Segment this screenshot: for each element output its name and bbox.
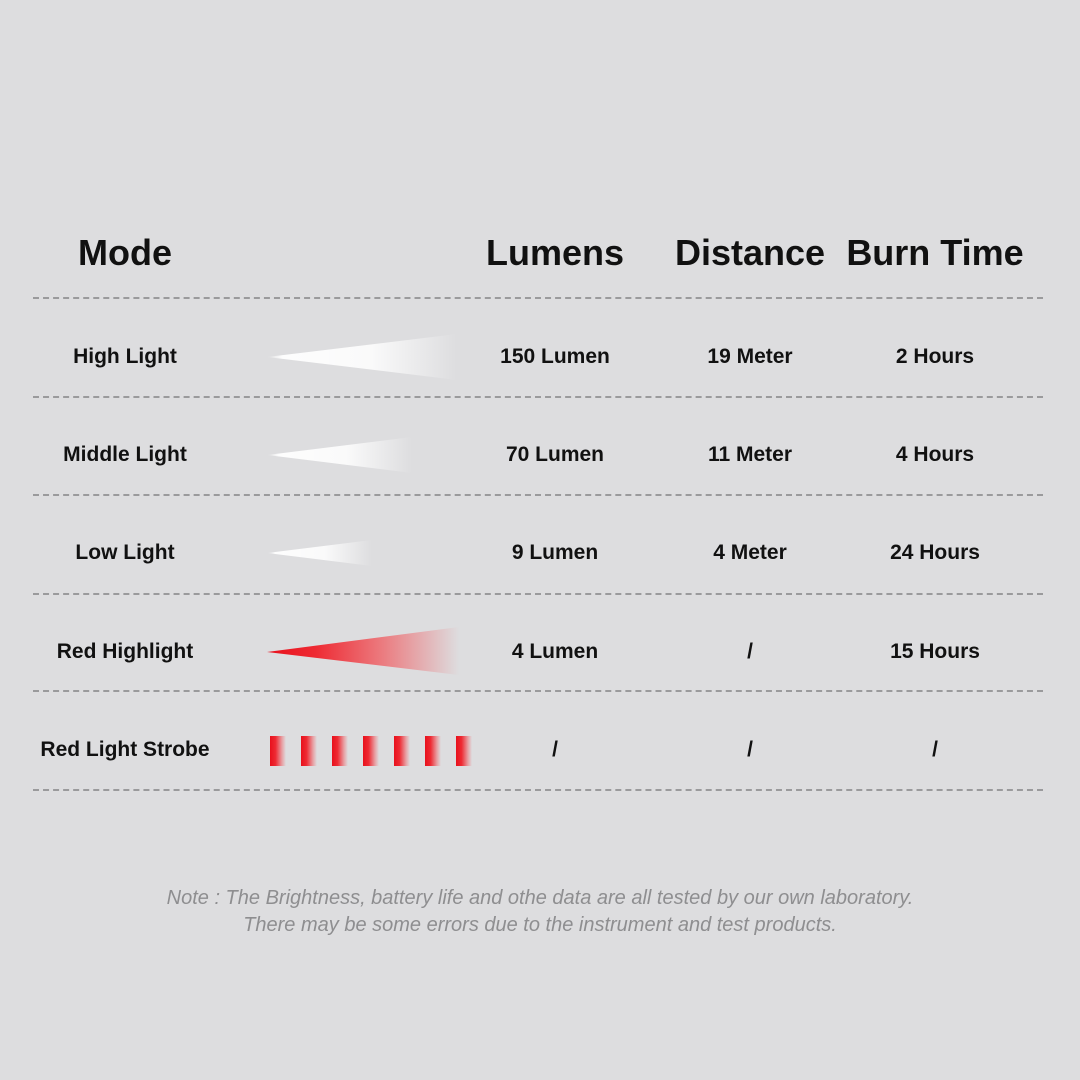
footnote-line-2: There may be some errors due to the instrument and test products. <box>243 914 837 936</box>
row-divider <box>33 593 1043 595</box>
lumens-value: 4 Lumen <box>511 640 599 663</box>
distance-value: / <box>747 640 753 663</box>
lumens-value: 70 Lumen <box>505 443 605 466</box>
mode-label: Middle Light <box>63 443 187 466</box>
mode-label: High Light <box>73 345 177 368</box>
burn-time-value: 4 Hours <box>895 443 975 466</box>
strobe-bar <box>363 736 379 766</box>
distance-value: 19 Meter <box>707 345 793 368</box>
table-row <box>0 730 1080 770</box>
strobe-bar <box>270 736 286 766</box>
burn-time-value: 2 Hours <box>895 345 975 368</box>
row-divider <box>33 297 1043 299</box>
strobe-bar <box>332 736 348 766</box>
header-lumens: Lumens <box>485 232 625 273</box>
table-row <box>0 533 1080 573</box>
header-burn-time: Burn Time <box>846 232 1024 273</box>
mode-label: Low Light <box>75 541 175 564</box>
burn-time-value: 15 Hours <box>890 640 980 663</box>
lumens-value: 150 Lumen <box>500 345 610 368</box>
footnote-line-1: Note : The Brightness, battery life and othe data are all tested by our own laboratory. <box>166 887 914 909</box>
mode-label: Red Highlight <box>56 640 194 663</box>
lumens-value: 9 Lumen <box>511 541 599 564</box>
table-row <box>0 337 1080 377</box>
header-mode: Mode <box>78 232 172 273</box>
strobe-bar <box>301 736 317 766</box>
row-divider <box>33 494 1043 496</box>
header-distance: Distance <box>674 232 826 273</box>
distance-value: / <box>747 738 753 761</box>
strobe-bar <box>394 736 410 766</box>
burn-time-value: / <box>932 738 938 761</box>
strobe-bar <box>456 736 472 766</box>
distance-value: 11 Meter <box>707 443 793 466</box>
table-row <box>0 632 1080 672</box>
footnote <box>0 885 1080 939</box>
row-divider <box>33 789 1043 791</box>
strobe-bar <box>425 736 441 766</box>
burn-time-value: 24 Hours <box>890 541 980 564</box>
table-header <box>0 228 1080 278</box>
red-strobe-icon <box>270 736 480 766</box>
mode-label: Red Light Strobe <box>40 738 210 761</box>
lumens-value: / <box>552 738 558 761</box>
row-divider <box>33 690 1043 692</box>
row-divider <box>33 396 1043 398</box>
distance-value: 4 Meter <box>713 541 787 564</box>
table-row <box>0 435 1080 475</box>
